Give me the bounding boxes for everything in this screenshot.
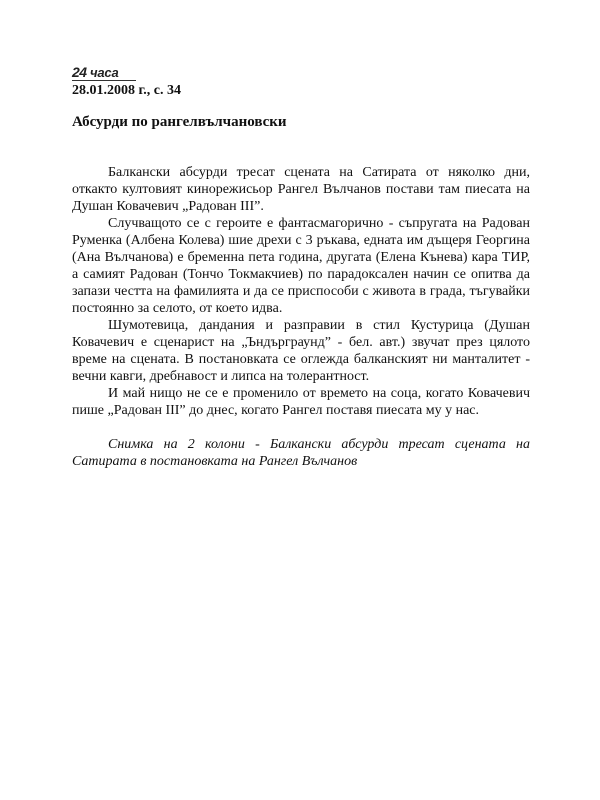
article-body (72, 164, 530, 419)
logo-number: 24 (72, 64, 87, 80)
newspaper-logo (72, 65, 136, 81)
article-paragraph: Балкански абсурди тресат сцената на Сатирата от няколко дни, откакто култовият кинорежисьор Рангел Вълчанов постави там пиесата на Душан Ковачевич „Радован III”. (72, 165, 530, 214)
dateline: 28.01.2008 г., с. 34 (72, 83, 181, 98)
article-title: Абсурди по рангелвълчановски (72, 114, 287, 130)
photo-caption: Снимка на 2 колони - Балкански абсурди тресат сцената на Сатирата в постановката на Рангел Вълчанов (72, 437, 530, 469)
article-paragraph: Случващото се с героите е фантасмагорично - съпругата на Радован Руменка (Албена Колева) шие дрехи с 3 ръкава, едната им дъщеря Георгина (Ана Вълчанова) е бременна пета година, другата (Елена Кънева) кара ТИР, а самият Радован (Тончо Токмакчиев) по парадоксален начин се опитва да запази честта на фамилията и да се приспособи с живота в града, тъгувайки постоянно за селото, от което идва. (72, 216, 530, 316)
article-paragraph: Шумотевица, дандания и разправии в стил Кустурица (Душан Ковачевич е сценарист на „Ъндърграунд” - бел. авт.) звучат през цялото време на сцената. В постановката се оглежда балканският ни манталитет - вечни кавги, дребнавост и липса на толерантност. (72, 318, 530, 384)
document-page (72, 64, 530, 470)
logo-word: часа (90, 65, 119, 80)
logo-underline (72, 80, 136, 81)
article-paragraph: И май нищо не се е променило от времето на соца, когато Ковачевич пише „Радован III” до днес, когато Рангел поставя пиесата му у нас. (72, 386, 530, 418)
